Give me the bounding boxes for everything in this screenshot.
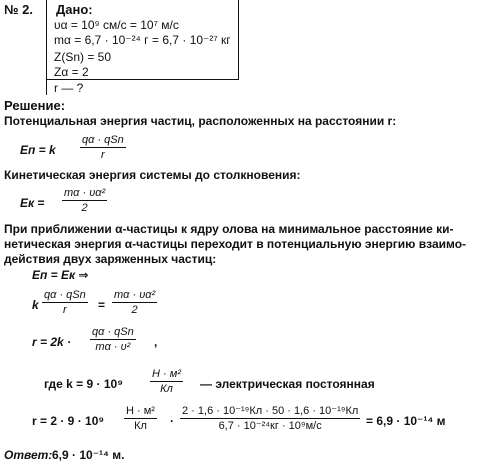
formula-potential-fraction (80, 133, 126, 162)
formula-balance-left-denominator: r (63, 304, 67, 316)
calc-main-fraction (180, 404, 360, 433)
paragraph-approach-line-2: нетическая энергия α-частицы переходит в потенциальную энергию взаимо- (4, 237, 467, 251)
given-label: Дано: (56, 2, 93, 17)
calc-lhs: r = 2 · 9 · 10⁹ (32, 414, 105, 428)
paragraph-kinetic-energy: Кинетическая энергия системы до столкновения: (4, 168, 301, 182)
formula-energy-equality: Eп = Eк ⇒ (32, 268, 89, 282)
given-right-rule (238, 0, 239, 80)
paragraph-potential-energy: Потенциальная энергия частиц, расположенных на расстоянии r: (4, 114, 397, 128)
calc-unit-denominator: Кл (134, 420, 147, 432)
formula-balance-left-numerator: qα · qSn (44, 289, 86, 301)
given-z-alpha: Zα = 2 (54, 65, 89, 79)
formula-potential-denominator: r (101, 149, 105, 161)
formula-potential-lhs: Eп = k (20, 143, 56, 157)
formula-balance-k: k (32, 298, 39, 312)
calc-dot: · (170, 414, 174, 428)
formula-distance-fraction (90, 325, 136, 354)
given-left-rule (46, 0, 47, 95)
calc-main-numerator: 2 · 1,6 · 10⁻¹⁹Кл · 50 · 1,6 · 10⁻¹⁹Кл (182, 405, 359, 417)
formula-kinetic-lhs: Eк = (20, 196, 45, 210)
constant-unit-numerator: Н · м² (152, 368, 181, 380)
formula-distance-lhs: r = 2k · (32, 335, 72, 349)
calc-unit-numerator: Н · м² (126, 405, 155, 417)
given-mass-grams: mα = 6,7 · 10⁻²⁴ г (54, 33, 149, 47)
formula-balance-right-denominator: 2 (131, 304, 138, 316)
formula-balance-right-numerator: mα · υα² (114, 289, 156, 301)
formula-distance-numerator: qα · qSn (92, 326, 134, 338)
constant-description: — электрическая постоянная (200, 377, 375, 391)
formula-distance-denominator: mα · υ² (95, 341, 131, 353)
formula-balance-equals: = (98, 298, 106, 312)
problem-number: № 2. (4, 2, 33, 17)
formula-balance-left-fraction (42, 288, 88, 317)
paragraph-approach-line-1: При приближении α-частицы к ядру олова на минимальное расстояние ки- (4, 222, 454, 236)
solution-heading: Решение: (4, 98, 66, 113)
formula-kinetic-numerator: mα · υα² (64, 187, 106, 199)
answer-label: Ответ: (4, 448, 53, 462)
formula-distance-comma: , (154, 335, 158, 349)
formula-kinetic-fraction (62, 186, 107, 215)
constant-prefix: где k = 9 · 10⁹ (44, 377, 123, 391)
constant-unit-fraction (150, 367, 183, 396)
given-mass-kg: = 6,7 · 10⁻²⁷ кг (152, 33, 231, 47)
given-divider (46, 79, 238, 80)
answer-value: 6,9 · 10⁻¹⁴ м. (52, 448, 125, 462)
calc-main-denominator: 6,7 · 10⁻²⁴кг · 10⁹м/с (218, 420, 322, 432)
paragraph-approach-line-3: действия двух заряженных частиц: (4, 252, 217, 266)
given-z-sn: Z(Sn) = 50 (54, 50, 112, 64)
given-unknown: r — ? (54, 81, 84, 95)
formula-kinetic-denominator: 2 (81, 202, 88, 214)
formula-potential-numerator: qα · qSn (82, 134, 124, 146)
calc-result: = 6,9 · 10⁻¹⁴ м (366, 414, 446, 428)
given-velocity: υα = 10⁹ см/с = 10⁷ м/с (54, 18, 179, 32)
formula-balance-right-fraction (112, 288, 157, 317)
constant-unit-denominator: Кл (160, 383, 173, 395)
calc-unit-fraction (124, 404, 157, 433)
